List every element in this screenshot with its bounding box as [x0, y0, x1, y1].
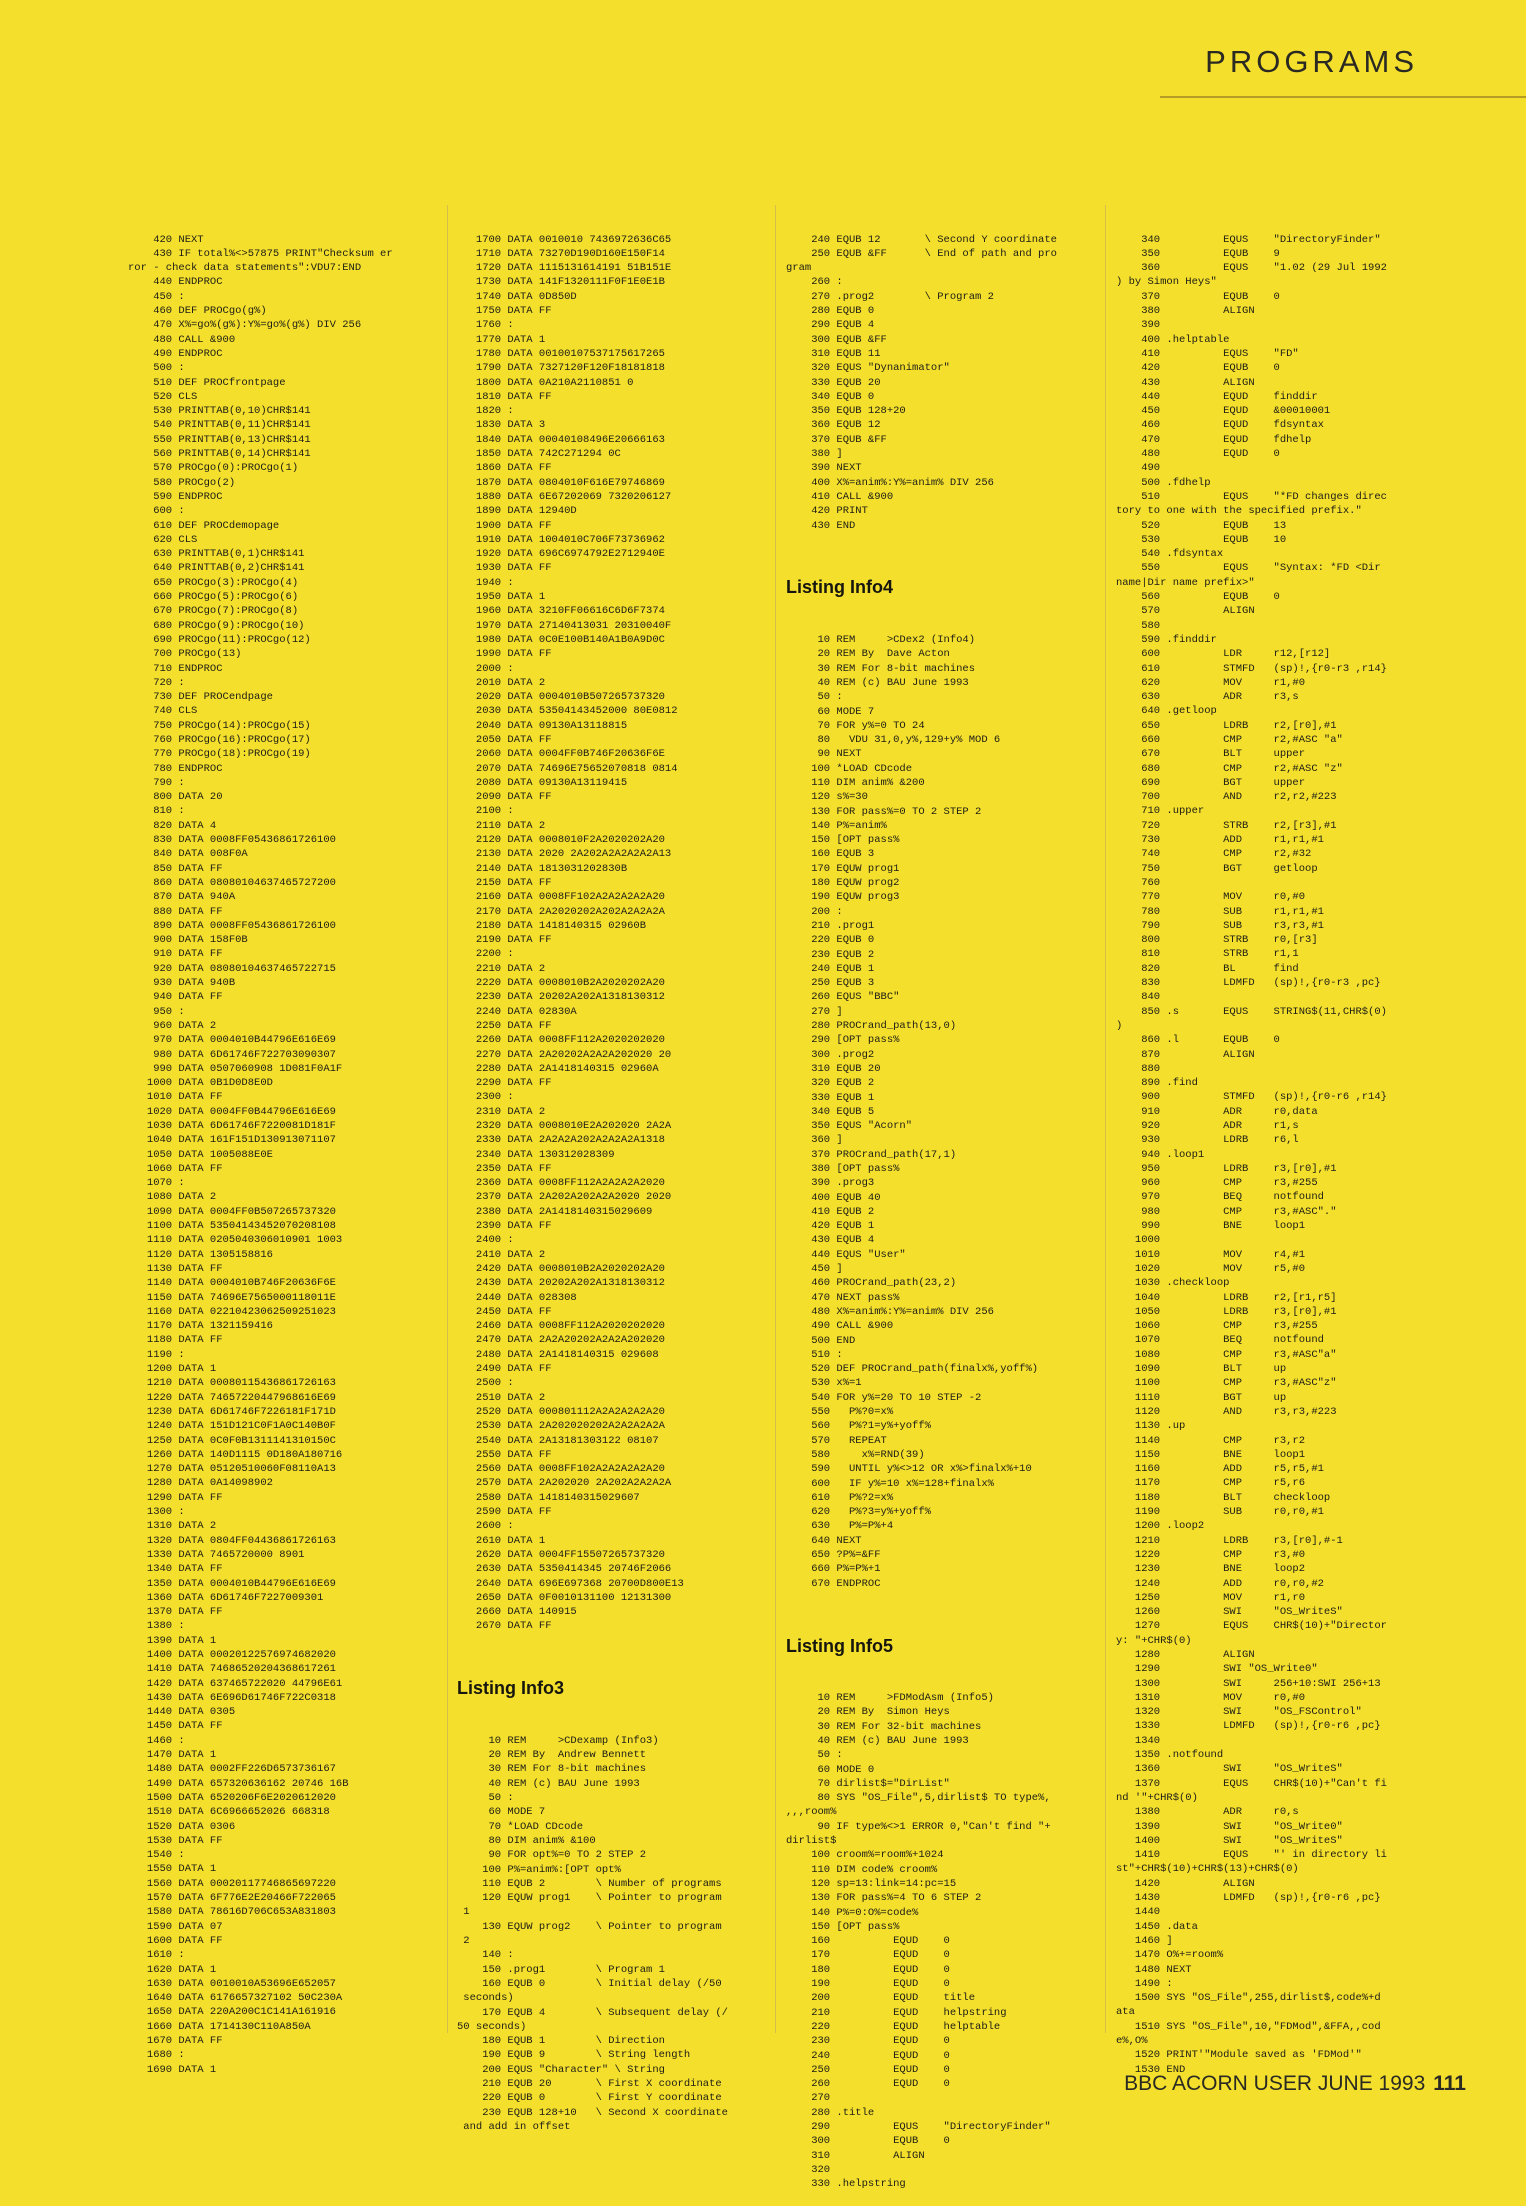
listing-heading: Listing Info4 [786, 577, 893, 598]
page-footer [1124, 2072, 1466, 2096]
column-rule [1105, 205, 1106, 2033]
code-listing: 10 REM >FDModAsm (Info5) 20 REM By Simon Heys 30 REM For 32-bit machines 40 REM (c) BAU June 1993 50 : 60 MODE 0 70 dirlist$="DirList" 80 SYS "OS_File",5,dirlist$ TO type%, ,,,room% 90 IF type%<>1 ERROR 0,"Can't find "+ dirlist$ 100 croom%=room%+1024 110 DIM code% croom% 120 sp=13:link=14:pc=15 130 FOR pass%=4 TO 6 STEP 2 140 P%=0:O%=code% 150 [OPT pass% 160 EQUD 0 170 EQUD 0 180 EQUD 0 190 EQUD 0 200 EQUD title 210 EQUD helpstring 220 EQUD helptable 230 EQUD 0 240 EQUD 0 250 EQUD 0 260 EQUD 0 270 280 .title 290 EQUS "DirectoryFinder" 300 EQUB 0 310 ALIGN 320 330 .helpstring [786, 1692, 1051, 2191]
section-title-rule [1160, 96, 1526, 98]
code-column-2 [457, 204, 728, 2148]
code-listing: 1700 DATA 0010010 7436972636C65 1710 DATA 73270D190D160E150F14 1720 DATA 1115131614191 51B151E 1730 DATA 141F1320111F0F1E0E1B 1740 DATA 0D850D 1750 DATA FF 1760 : 1770 DATA 1 1780 DATA 00100107537175617265 1790 DATA 7327120F120F18181818 1800 DATA 0A210A2110851 0 1810 DATA FF 1820 : 1830 DATA 3 1840 DATA 00040108496E20666163 1850 DATA 742C271294 0C 1860 DATA FF 1870 DATA 0804010F616E79746869 1880 DATA 6E67202069 7320206127 1890 DATA 12940D 1900 DATA FF 1910 DATA 1004010C706F73736962 1920 DATA 696C6974792E2712940E 1930 DATA FF 1940 : 1950 DATA 1 1960 DATA 3210FF06616C6D6F7374 1970 DATA 27140413031 20310040F 1980 DATA 0C0E100B140A1B0A9D0C 1990 DATA FF 2000 : 2010 DATA 2 2020 DATA 0004010B507265737320 2030 DATA 53504143452000 80E0812 2040 DATA 09130A13118815 2050 DATA FF 2060 DATA 0004FF0B746F20636F6E 2070 DATA 74696E75652070818 0814 2080 DATA 09130A13119415 2090 DATA FF 2100 : 2110 DATA 2 2120 DATA 0008010F2A2020202A20 2130 DATA 2020 2A202A2A2A2A2A13 2140 DATA 1813031202830B 2150 DATA FF 2160 DATA 0008FF102A2A2A2A2A20 2170 DATA 2A2020202A202A2A2A2A 2180 DATA 1418140315 02960B 2190 DATA FF 2200 : 2210 DATA 2 2220 DATA 0008010B2A2020202A20 2230 DATA 20202A202A1318130312 2240 DATA 02830A 2250 DATA FF 2260 DATA 0008FF112A2020202020 2270 DATA 2A20202A2A2A202020 20 2280 DATA 2A1418140315 02960A 2290 DATA FF 2300 : 2310 DATA 2 2320 DATA 0008010E2A202020 2A2A 2330 DATA 2A2A2A202A2A2A2A1318 2340 DATA 130312028309 2350 DATA FF 2360 DATA 0008FF112A2A2A2A2020 2370 DATA 2A202A202A2A2020 2020 2380 DATA 2A1418140315029609 2390 DATA FF 2400 : 2410 DATA 2 2420 DATA 0008010B2A2020202A20 2430 DATA 20202A202A1318130312 2440 DATA 028308 2450 DATA FF 2460 DATA 0008FF112A2020202020 2470 DATA 2A2A20202A2A2A202020 2480 DATA 2A1418140315 029608 2490 DATA FF 2500 : 2510 DATA 2 2520 DATA 000801112A2A2A2A2A20 2530 DATA 2A202020202A2A2A2A2A 2540 DATA 2A13181303122 08107 2550 DATA FF 2560 DATA 0008FF102A2A2A2A2A20 2570 DATA 2A202020 2A202A2A2A2A 2580 DATA 1418140315029607 2590 DATA FF 2600 : 2610 DATA 1 2620 DATA 0004FF15507265737320 2630 DATA 5350414345 20746F2066 2640 DATA 696E697368 20700D800E13 2650 DATA 0F0010131100 12131300 2660 DATA 140915 2670 DATA FF [475, 233, 684, 1633]
listing-heading: Listing Info3 [457, 1678, 564, 1699]
listing-heading: Listing Info5 [786, 1635, 893, 1656]
code-listing: 10 REM >CDex2 (Info4) 20 REM By Dave Acton 30 REM For 8-bit machines 40 REM (c) BAU June 1993 50 : 60 MODE 7 70 FOR y%=0 TO 24 80 VDU 31,0,y%,129+y% MOD 6 90 NEXT 100 *LOAD CDcode 110 DIM anim% &200 120 s%=30 130 FOR pass%=0 TO 2 STEP 2 140 P%=anim% 150 [OPT pass% 160 EQUB 3 170 EQUW prog1 180 EQUW prog2 190 EQUW prog3 200 : 210 .prog1 220 EQUB 0 230 EQUB 2 240 EQUB 1 250 EQUB 3 260 EQUS "BBC" 270 ] 280 PROCrand_path(13,0) 290 [OPT pass% 300 .prog2 310 EQUB 20 320 EQUB 2 330 EQUB 1 340 EQUB 5 350 EQUS "Acorn" 360 ] 370 PROCrand_path(17,1) 380 [OPT pass% 390 .prog3 400 EQUB 40 410 EQUB 2 420 EQUB 1 430 EQUB 4 440 EQUS "User" 450 ] 460 PROCrand_path(23,2) 470 NEXT pass% 480 X%=anim%:Y%=anim% DIV 256 490 CALL &900 500 END 510 : 520 DEF PROCrand_path(finalx%,yoff%) 530 x%=1 540 FOR y%=20 TO 10 STEP -2 550 P%?0=x% 560 P%?1=y%+yoff% 570 REPEAT 580 x%=RND(39) 590 UNTIL y%<>12 OR x%>finalx%+10 600 IF y%=10 x%=128+finalx% 610 P%?2=x% 620 P%?3=y%+yoff% 630 P%=P%+4 640 NEXT 650 ?P%=&FF 660 P%=P%+1 670 ENDPROC [811, 634, 1039, 1590]
column-rule [775, 205, 776, 2033]
page-number: 111 [1433, 2072, 1466, 2095]
code-column-3 [786, 204, 1057, 2206]
code-listing: 10 REM >CDexamp (Info3) 20 REM By Andrew Bennett 30 REM For 8-bit machines 40 REM (c) BAU June 1993 50 : 60 MODE 7 70 *LOAD CDcode 80 DIM anim% &100 90 FOR opt%=0 TO 2 STEP 2 100 P%=anim%:[OPT opt% 110 EQUB 2 \ Number of programs 120 EQUW prog1 \ Pointer to program 1 130 EQUW prog2 \ Pointer to program 2 140 : 150 .prog1 \ Program 1 160 EQUB 0 \ Initial delay (/50 seconds) 170 EQUB 4 \ Subsequent delay (/ 50 seconds) 180 EQUB 1 \ Direction 190 EQUB 9 \ String length 200 EQUS "Character" \ String 210 EQUB 20 \ First X coordinate 220 EQUB 0 \ First Y coordinate 230 EQUB 128+10 \ Second X coordinate and add in offset [457, 1734, 728, 2133]
code-column-4 [1116, 204, 1387, 2091]
publication-name: BBC ACORN USER JUNE 1993 [1124, 2072, 1426, 2095]
code-listing: 340 EQUS "DirectoryFinder" 350 EQUB 9 360 EQUS "1.02 (29 Jul 1992 ) by Simon Heys" 370 EQUB 0 380 ALIGN 390 400 .helptable 410 EQUS "FD" 420 EQUB 0 430 ALIGN 440 EQUD finddir 450 EQUD &00010001 460 EQUD fdsyntax 470 EQUD fdhelp 480 EQUD 0 490 500 .fdhelp 510 EQUS "*FD changes direc tory to one with the specified prefix." 520 EQUB 13 530 EQUB 10 540 .fdsyntax 550 EQUS "Syntax: *FD <Dir name|Dir name prefix>" 560 EQUB 0 570 ALIGN 580 590 .finddir 600 LDR r12,[r12] 610 STMFD (sp)!,{r0-r3 ,r14} 620 MOV r1,#0 630 ADR r3,s 640 .getloop 650 LDRB r2,[r0],#1 660 CMP r2,#ASC "a" 670 BLT upper 680 CMP r2,#ASC "z" 690 BGT upper 700 AND r2,r2,#223 710 .upper 720 STRB r2,[r3],#1 730 ADD r1,r1,#1 740 CMP r2,#32 750 BGT getloop 760 770 MOV r0,#0 780 SUB r1,r1,#1 790 SUB r3,r3,#1 800 STRB r0,[r3] 810 STRB r1,1 820 BL find 830 LDMFD (sp)!,{r0-r3 ,pc} 840 850 .s EQUS STRING$(11,CHR$(0) ) 860 .l EQUB 0 870 ALIGN 880 890 .find 900 STMFD (sp)!,{r0-r6 ,r14} 910 ADR r0,data 920 ADR r1,s 930 LDRB r6,l 940 .loop1 950 LDRB r3,[r0],#1 960 CMP r3,#255 970 BEQ notfound 980 CMP r3,#ASC"." 990 BNE loop1 1000 1010 MOV r4,#1 1020 MOV r5,#0 1030 .checkloop 1040 LDRB r2,[r1,r5] 1050 LDRB r3,[r0],#1 1060 CMP r3,#255 1070 BEQ notfound 1080 CMP r3,#ASC"a" 1090 BLT up 1100 CMP r3,#ASC"z" 1110 BGT up 1120 AND r3,r3,#223 1130 .up 1140 CMP r3,r2 1150 BNE loop1 1160 ADD r5,r5,#1 1170 CMP r5,r6 1180 BLT checkloop 1190 SUB r0,r0,#1 1200 .loop2 1210 LDRB r3,[r0],#-1 1220 CMP r3,#0 1230 BNE loop2 1240 ADD r0,r0,#2 1250 MOV r1,r0 1260 SWI "OS_WriteS" 1270 EQUS CHR$(10)+"Director y: "+CHR$(0) 1280 ALIGN 1290 SWI "OS_Write0" 1300 SWI 256+10:SWI 256+13 1310 MOV r0,#0 1320 SWI "OS_FSControl" 1330 LDMFD (sp)!,{r0-r6 ,pc} 1340 1350 .notfound 1360 SWI "OS_WriteS" 1370 EQUS CHR$(10)+"Can't fi nd '"+CHR$(0) 1380 ADR r0,s 1390 SWI "OS_Write0" 1400 SWI "OS_WriteS" 1410 EQUS "' in directory li st"+CHR$(10)+CHR$(13)+CHR$(0) 1420 ALIGN 1430 LDMFD (sp)!,{r0-r6 ,pc} 1440 1450 .data 1460 ] 1470 O%+=room% 1480 NEXT 1490 : 1500 SYS "OS_File",255,dirlist$,code%+d ata 1510 SYS "OS_File",10,"FDMod",&FFA,,cod e%,O% 1520 PRINT'"Module saved as 'FDMod'" 1530 END [1116, 233, 1387, 2076]
section-title: PROGRAMS [1205, 44, 1418, 79]
code-listing: 420 NEXT 430 IF total%<>57875 PRINT"Checksum er ror - check data statements":VDU7:END 440 ENDPROC 450 : 460 DEF PROCgo(g%) 470 X%=go%(g%):Y%=go%(g%) DIV 256 480 CALL &900 490 ENDPROC 500 : 510 DEF PROCfrontpage 520 CLS 530 PRINTTAB(0,10)CHR$141 540 PRINTTAB(0,11)CHR$141 550 PRINTTAB(0,13)CHR$141 560 PRINTTAB(0,14)CHR$141 570 PROCgo(0):PROCgo(1) 580 PROCgo(2) 590 ENDPROC 600 : 610 DEF PROCdemopage 620 CLS 630 PRINTTAB(0,1)CHR$141 640 PRINTTAB(0,2)CHR$141 650 PROCgo(3):PROCgo(4) 660 PROCgo(5):PROCgo(6) 670 PROCgo(7):PROCgo(8) 680 PROCgo(9):PROCgo(10) 690 PROCgo(11):PROCgo(12) 700 PROCgo(13) 710 ENDPROC 720 : 730 DEF PROCendpage 740 CLS 750 PROCgo(14):PROCgo(15) 760 PROCgo(16):PROCgo(17) 770 PROCgo(18):PROCgo(19) 780 ENDPROC 790 : 800 DATA 20 810 : 820 DATA 4 830 DATA 0008FF05436861726100 840 DATA 008F0A 850 DATA FF 860 DATA 08080104637465727200 870 DATA 940A 880 DATA FF 890 DATA 0008FF05436861726100 900 DATA 158F0B 910 DATA FF 920 DATA 08080104637465722715 930 DATA 940B 940 DATA FF 950 : 960 DATA 2 970 DATA 0004010B44796E616E69 980 DATA 6D61746F722703090307 990 DATA 0507060908 1D081F0A1F 1000 DATA 0B1D0D8E0D 1010 DATA FF 1020 DATA 0004FF0B44796E616E69 1030 DATA 6D61746F7220081D181F 1040 DATA 161F151D130913071107 1050 DATA 1005088E0E 1060 DATA FF 1070 : 1080 DATA 2 1090 DATA 0004FF0B507265737320 1100 DATA 53504143452070208108 1110 DATA 0205040306010901 1003 1120 DATA 1305158816 1130 DATA FF 1140 DATA 0004010B746F20636F6E 1150 DATA 74696E7565000118011E 1160 DATA 02210423062509251023 1170 DATA 1321159416 1180 DATA FF 1190 : 1200 DATA 1 1210 DATA 00080115436861726163 1220 DATA 74657220447968616E69 1230 DATA 6D61746F7226181F171D 1240 DATA 151D121C0F1A0C140B0F 1250 DATA 0C0F0B1311141310150C 1260 DATA 140D1115 0D180A180716 1270 DATA 05120510060F08110A13 1280 DATA 0A14098902 1290 DATA FF 1300 : 1310 DATA 2 1320 DATA 0804FF04436861726163 1330 DATA 7465720000 8901 1340 DATA FF 1350 DATA 0004010B44796E616E69 1360 DATA 6D61746F7227009301 1370 DATA FF 1380 : 1390 DATA 1 1400 DATA 00020122576974682020 1410 DATA 74686520204368617261 1420 DATA 637465722020 44796E61 1430 DATA 6E696D61746F722C0318 1440 DATA 0305 1450 DATA FF 1460 : 1470 DATA 1 1480 DATA 0002FF226D6573736167 1490 DATA 657320636162 20746 16B 1500 DATA 6520206F6E2020612020 1510 DATA 6C6966652026 668318 1520 DATA 0306 1530 DATA FF 1540 : 1550 DATA 1 1560 DATA 00020117746865697220 1570 DATA 6F776E2E20466F722065 1580 DATA 78616D706C653A831803 1590 DATA 07 1600 DATA FF 1610 : 1620 DATA 1 1630 DATA 0010010A53696E652057 1640 DATA 6176657327102 50C230A 1650 DATA 220A200C1C141A161916 1660 DATA 1714130C110A850A 1670 DATA FF 1680 : 1690 DATA 1 [128, 233, 393, 2076]
code-column-1 [128, 204, 393, 2091]
column-rule [447, 205, 448, 2033]
code-listing: 240 EQUB 12 \ Second Y coordinate 250 EQUB &FF \ End of path and pro gram 260 : 270 .prog2 \ Program 2 280 EQUB 0 290 EQUB 4 300 EQUB &FF 310 EQUB 11 320 EQUS "Dynanimator" 330 EQUB 20 340 EQUB 0 350 EQUB 128+20 360 EQUB 12 370 EQUB &FF 380 ] 390 NEXT 400 X%=anim%:Y%=anim% DIV 256 410 CALL &900 420 PRINT 430 END [786, 233, 1057, 532]
